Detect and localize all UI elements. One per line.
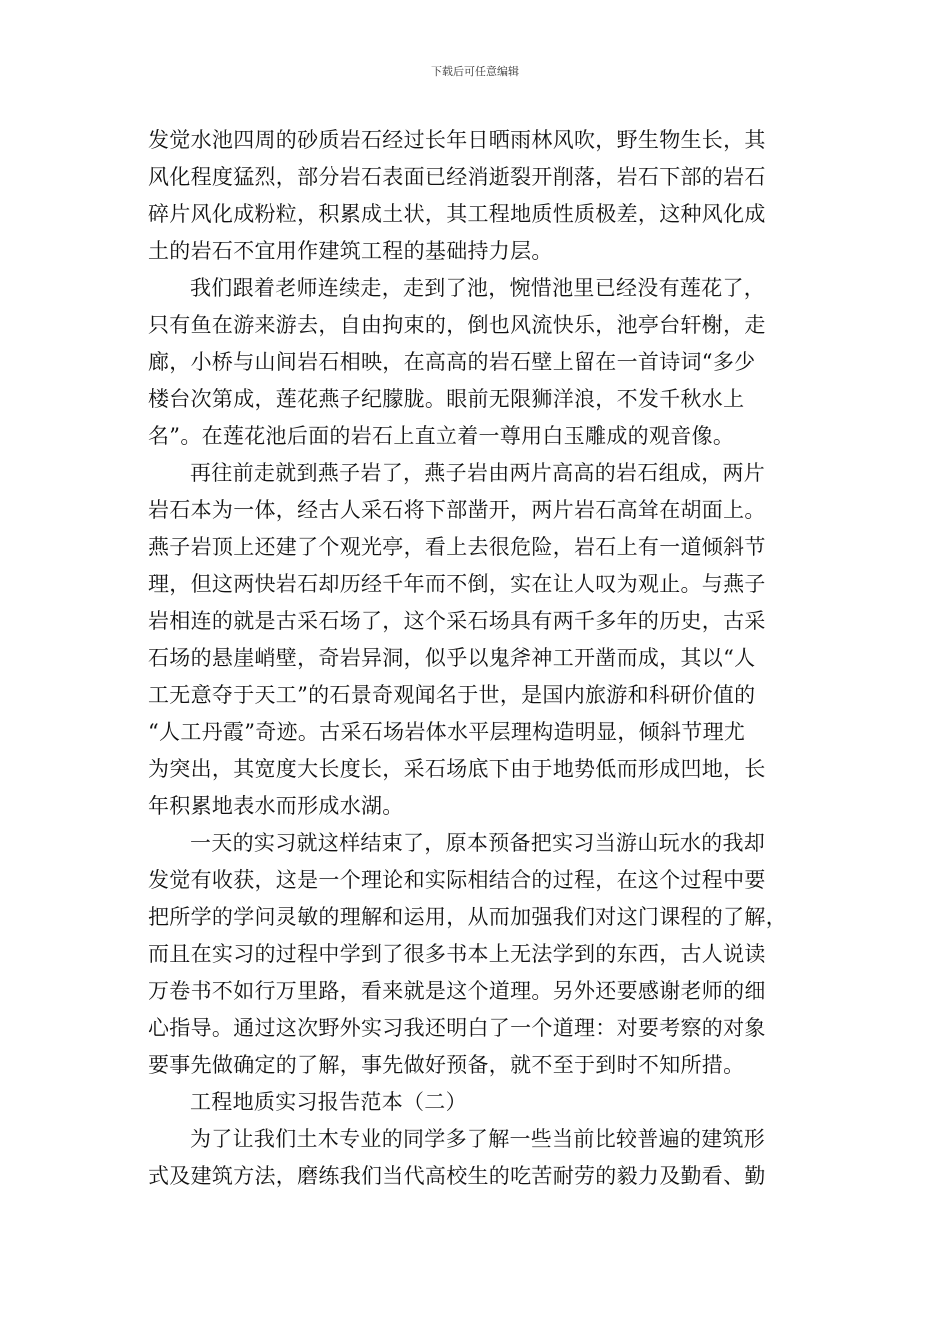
text-line: “人工丹霞”奇迹。古采石场岩体水平层理构造明显，倾斜节理尤 (148, 720, 746, 744)
text-line: 要事先做确定的了解，事先做好预备，就不至于到时不知所措。 (148, 1053, 745, 1077)
text-line: 式及建筑方法，磨练我们当代高校生的吃苦耐劳的毅力及勤看、勤 (148, 1164, 766, 1188)
text-line: 工无意夺于天工”的石景奇观闻名于世，是国内旅游和科研价值的 (148, 683, 756, 707)
text-line: 发觉水池四周的砂质岩石经过长年日晒雨林风吹，野生物生长，其 (148, 128, 766, 152)
text-line: 碎片风化成粉粒，积累成土状，其工程地质性质极差，这种风化成 (148, 202, 766, 226)
text-line: 心指导。通过这次野外实习我还明白了一个道理：对要考察的对象 (148, 1016, 766, 1040)
text-line: 廊，小桥与山间岩石相映，在高高的岩石壁上留在一首诗词“多少 (148, 350, 756, 374)
paragraph-start-line: 我们跟着老师连续走，走到了池，惋惜池里已经没有莲花了， (190, 276, 766, 300)
page-header: 下载后可任意编辑 (431, 65, 519, 78)
text-line: 年积累地表水而形成水湖。 (148, 794, 404, 818)
text-line: 岩石本为一体，经古人采石将下部凿开，两片岩石高耸在胡面上。 (148, 498, 766, 522)
paragraph-start-line: 再往前走就到燕子岩了，燕子岩由两片高高的岩石组成，两片 (190, 461, 766, 485)
section-heading: 工程地质实习报告范本（二） (190, 1090, 467, 1114)
body-text (148, 122, 810, 1195)
text-line: 只有鱼在游来游去，自由拘束的，倒也风流快乐，池亭台轩榭，走 (148, 313, 766, 337)
paragraph-start-line: 为了让我们土木专业的同学多了解一些当前比较普遍的建筑形 (190, 1127, 766, 1151)
text-line: 万卷书不如行万里路，看来就是这个道理。另外还要感谢老师的细 (148, 979, 766, 1003)
text-line: 土的岩石不宜用作建筑工程的基础持力层。 (148, 239, 553, 263)
text-line: 岩相连的就是古采石场了，这个采石场具有两千多年的历史，古采 (148, 609, 766, 633)
text-line: 名”。在莲花池后面的岩石上直立着一尊用白玉雕成的观音像。 (148, 424, 735, 448)
text-line: 理，但这两快岩石却历经千年而不倒，实在让人叹为观止。与燕子 (148, 572, 766, 596)
text-line: 把所学的学问灵敏的理解和运用，从而加强我们对这门课程的了解， (148, 905, 787, 929)
text-line: 风化程度猛烈，部分岩石表面已经消逝裂开削落，岩石下部的岩石 (148, 165, 766, 189)
text-line: 而且在实习的过程中学到了很多书本上无法学到的东西，古人说读 (148, 942, 766, 966)
text-line: 楼台次第成，莲花燕子纪朦胧。眼前无限狮洋浪，不发千秋水上 (148, 387, 745, 411)
paragraph-start-line: 一天的实习就这样结束了，原本预备把实习当游山玩水的我却 (190, 831, 766, 855)
text-line: 为突出，其宽度大长度长，采石场底下由于地势低而形成凹地，长 (148, 757, 766, 781)
text-line: 燕子岩顶上还建了个观光亭，看上去很危险，岩石上有一道倾斜节 (148, 535, 766, 559)
text-line: 发觉有收获，这是一个理论和实际相结合的过程，在这个过程中要 (148, 868, 766, 892)
text-line: 石场的悬崖峭壁，奇岩异洞，似乎以鬼斧神工开凿而成，其以“人 (148, 646, 756, 670)
